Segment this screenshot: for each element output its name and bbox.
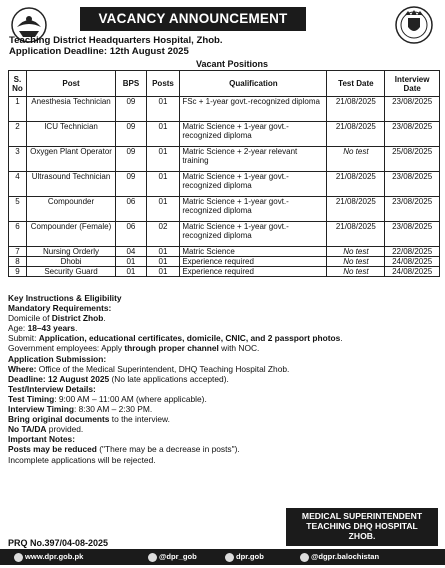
globe-icon — [14, 553, 23, 562]
cell-test-date: No test — [327, 147, 385, 172]
bring-documents-line: Bring original documents to the interview. — [8, 414, 170, 425]
cell-bps: 06 — [116, 197, 146, 222]
header-qualification: Qualification — [180, 71, 327, 97]
cell-bps: 04 — [116, 247, 146, 257]
cell-interview-date: 23/08/2025 — [385, 222, 440, 247]
instructions-heading: Key Instructions & Eligibility — [8, 293, 122, 303]
cell-posts: 02 — [146, 222, 180, 247]
cell-posts: 01 — [146, 247, 180, 257]
cell-posts: 01 — [146, 122, 180, 147]
hospital-crest-logo — [394, 5, 434, 45]
organization-name: Teaching District Headquarters Hospital, Zhob. — [9, 35, 223, 46]
posts-reduced-line: Posts may be reduced ("There may be a decrease in posts"). — [8, 444, 240, 455]
table-caption: Vacant Positions — [196, 59, 269, 69]
cell-s-no: 2 — [9, 122, 27, 147]
header-s-no: S. No — [9, 71, 27, 97]
cell-test-date: No test — [327, 247, 385, 257]
cell-test-date: 21/08/2025 — [327, 172, 385, 197]
table-row — [9, 247, 440, 257]
deadline-line: Deadline: 12 August 2025 (No late applications accepted). — [8, 373, 229, 384]
cell-post: Security Guard — [26, 267, 115, 277]
header-post: Post — [26, 71, 115, 97]
cell-bps: 09 — [116, 147, 146, 172]
footer-website[interactable]: www.dpr.gob.pk — [14, 552, 83, 562]
cell-qualification: Experience required — [180, 267, 327, 277]
cell-s-no: 1 — [9, 97, 27, 122]
cell-qualification: Matric Science — [180, 247, 327, 257]
cell-posts: 01 — [146, 197, 180, 222]
important-notes-heading: Important Notes: — [8, 434, 75, 445]
ta-da-line: No TA/DA provided. — [8, 424, 84, 435]
cell-post: Anesthesia Technician — [26, 97, 115, 122]
cell-qualification: Matric Science + 1-year govt.-recognized diploma — [180, 222, 327, 247]
cell-test-date: 21/08/2025 — [327, 97, 385, 122]
signature-block — [286, 508, 438, 546]
cell-test-date: 21/08/2025 — [327, 197, 385, 222]
age-line: Age: 18–43 years. — [8, 323, 78, 334]
table-row — [9, 172, 440, 197]
cell-interview-date: 23/08/2025 — [385, 97, 440, 122]
submission-heading: Application Submission: — [8, 353, 107, 364]
cell-posts: 01 — [146, 257, 180, 267]
header-bps: BPS — [116, 71, 146, 97]
cell-interview-date: 25/08/2025 — [385, 147, 440, 172]
header-test-date: Test Date — [327, 71, 385, 97]
facebook-icon — [225, 553, 234, 562]
cell-test-date: 21/08/2025 — [327, 122, 385, 147]
table-row — [9, 147, 440, 172]
table-row — [9, 222, 440, 247]
twitter-icon — [148, 553, 157, 562]
cell-s-no: 9 — [9, 267, 27, 277]
interview-timing-line: Interview Timing: 8:30 AM – 2:30 PM. — [8, 404, 153, 415]
cell-post: ICU Technician — [26, 122, 115, 147]
cell-s-no: 7 — [9, 247, 27, 257]
cell-post: Ultrasound Technician — [26, 172, 115, 197]
cell-s-no: 5 — [9, 197, 27, 222]
cell-qualification: Matric Science + 1-year govt.-recognized diploma — [180, 197, 327, 222]
table-row — [9, 97, 440, 122]
cell-post: Compounder — [26, 197, 115, 222]
cell-interview-date: 23/08/2025 — [385, 122, 440, 147]
page-title: VACANCY ANNOUNCEMENT — [80, 7, 306, 31]
table-header-row — [9, 71, 440, 97]
incomplete-line: Incomplete applications will be rejected. — [8, 454, 156, 465]
cell-interview-date: 23/08/2025 — [385, 172, 440, 197]
cell-posts: 01 — [146, 97, 180, 122]
cell-s-no: 6 — [9, 222, 27, 247]
submit-line: Submit: Application, educational certificates, domicile, CNIC, and 2 passport photos. — [8, 333, 343, 344]
cell-interview-date: 24/08/2025 — [385, 257, 440, 267]
cell-s-no: 8 — [9, 257, 27, 267]
instructions-section — [8, 293, 438, 465]
cell-test-date: No test — [327, 257, 385, 267]
cell-bps: 09 — [116, 97, 146, 122]
cell-posts: 01 — [146, 147, 180, 172]
mandatory-heading: Mandatory Requirements: — [8, 303, 112, 314]
cell-qualification: Matric Science + 1-year govt.-recognized diploma — [180, 122, 327, 147]
prq-number: PRQ No.397/04-08-2025 — [8, 538, 109, 548]
application-deadline: Application Deadline: 12th August 2025 — [9, 46, 189, 57]
footer-facebook[interactable]: dpr.gob — [225, 552, 264, 562]
header-posts: Posts — [146, 71, 180, 97]
cell-s-no: 3 — [9, 147, 27, 172]
cell-test-date: 21/08/2025 — [327, 222, 385, 247]
instagram-icon — [300, 553, 309, 562]
cell-qualification: FSc + 1-year govt.-recognized diploma — [180, 97, 327, 122]
cell-test-date: No test — [327, 267, 385, 277]
table-row — [9, 122, 440, 147]
table-row — [9, 197, 440, 222]
cell-post: Oxygen Plant Operator — [26, 147, 115, 172]
cell-bps: 01 — [116, 257, 146, 267]
signature-line-1: MEDICAL SUPERINTENDENT — [301, 511, 423, 521]
government-employees-line: Government employees: Apply through proper channel with NOC. — [8, 343, 260, 354]
test-interview-heading: Test/Interview Details: — [8, 383, 96, 394]
table-row — [9, 257, 440, 267]
footer-instagram[interactable]: @dgpr.balochistan — [300, 552, 379, 562]
vacancy-table — [8, 70, 440, 277]
signature-line-3: ZHOB. — [348, 531, 376, 541]
cell-bps: 09 — [116, 122, 146, 147]
cell-bps: 01 — [116, 267, 146, 277]
cell-interview-date: 23/08/2025 — [385, 197, 440, 222]
test-timing-line: Test Timing: 9:00 AM – 11:00 AM (where applicable). — [8, 393, 207, 404]
cell-post: Nursing Orderly — [26, 247, 115, 257]
domicile-line: Domicile of District Zhob. — [8, 313, 106, 324]
cell-s-no: 4 — [9, 172, 27, 197]
cell-posts: 01 — [146, 172, 180, 197]
footer-bar — [0, 549, 445, 565]
cell-bps: 09 — [116, 172, 146, 197]
cell-posts: 01 — [146, 267, 180, 277]
cell-qualification: Experience required — [180, 257, 327, 267]
cell-bps: 06 — [116, 222, 146, 247]
cell-qualification: Matric Science + 2-year relevant training — [180, 147, 327, 172]
where-line: Where: Office of the Medical Superintendent, DHQ Teaching Hospital Zhob. — [8, 363, 290, 374]
cell-qualification: Matric Science + 1-year govt.-recognized diploma — [180, 172, 327, 197]
header-interview-date: Interview Date — [385, 71, 440, 97]
footer-twitter[interactable]: @dpr_gob — [148, 552, 197, 562]
cell-post: Compounder (Female) — [26, 222, 115, 247]
cell-interview-date: 22/08/2025 — [385, 247, 440, 257]
cell-interview-date: 24/08/2025 — [385, 267, 440, 277]
cell-post: Dhobi — [26, 257, 115, 267]
table-row — [9, 267, 440, 277]
signature-line-2: TEACHING DHQ HOSPITAL — [306, 521, 418, 531]
